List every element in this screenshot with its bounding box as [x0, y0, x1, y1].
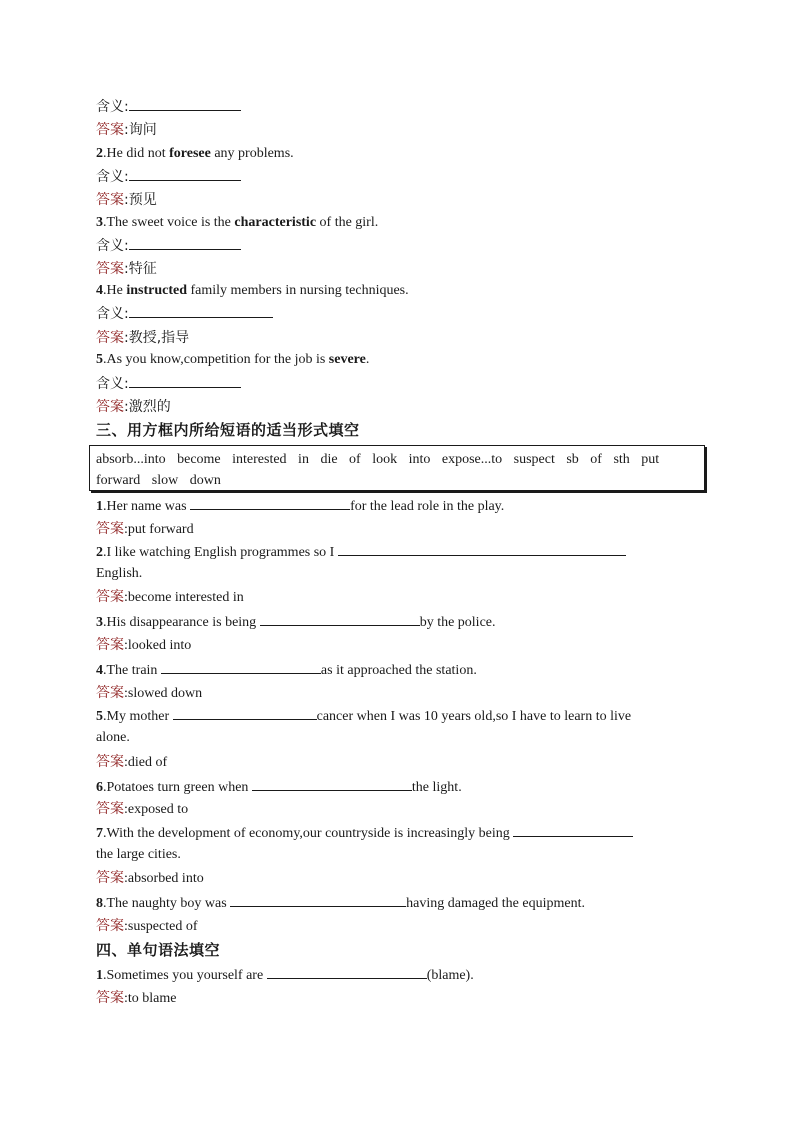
s3-answer-6: 答案:exposed to — [96, 801, 189, 817]
s3-answer-5: 答案:died of — [96, 754, 168, 770]
fill-blank[interactable] — [267, 964, 427, 979]
phrase-box — [89, 445, 705, 491]
s3-question-6: 6.Potatoes turn green when the light. — [96, 776, 462, 798]
meaning-label: 含义: — [96, 99, 129, 115]
s4-question-1: 1.Sometimes you yourself are (blame). — [96, 964, 474, 986]
s3-answer-1: 答案:put forward — [96, 521, 194, 537]
fill-blank[interactable] — [252, 776, 412, 791]
section-4-heading: 四、单句语法填空 — [96, 941, 221, 959]
answer-label: 答案 — [96, 122, 124, 138]
answer-blank[interactable] — [129, 303, 273, 318]
question-5: 5.As you know,competition for the job is severe. — [96, 352, 370, 367]
s3-question-3: 3.His disappearance is being by the police. — [96, 611, 496, 633]
section-3-heading: 三、用方框内所给短语的适当形式填空 — [96, 421, 360, 439]
meaning-line-5: 含义: — [96, 373, 241, 394]
fill-blank[interactable] — [338, 541, 626, 556]
answer-line-3: 答案:特征 — [96, 261, 157, 277]
target-word: severe — [328, 352, 366, 367]
s3-answer-2: 答案:become interested in — [96, 589, 244, 605]
fill-blank[interactable] — [173, 705, 317, 720]
fill-blank[interactable] — [161, 659, 321, 674]
s3-question-2: 2.I like watching English programmes so I — [96, 541, 626, 563]
meaning-line-4: 含义: — [96, 303, 273, 324]
s3-answer-7: 答案:absorbed into — [96, 870, 204, 886]
answer-line-1: 答案:询问 — [96, 122, 157, 138]
s3-question-4: 4.The train as it approached the station. — [96, 659, 477, 681]
meaning-line-3: 含义: — [96, 235, 241, 256]
meaning-line-2: 含义: — [96, 166, 241, 187]
answer-text: 询问 — [128, 122, 157, 138]
answer-line-2: 答案:预见 — [96, 192, 157, 208]
s3-answer-3: 答案:looked into — [96, 637, 192, 653]
meaning-line-1 — [96, 96, 241, 117]
answer-line-4: 答案:教授,指导 — [96, 330, 190, 346]
question-3: 3.The sweet voice is the characteristic of the girl. — [96, 215, 379, 230]
question-4: 4.He instructed family members in nursing techniques. — [96, 283, 409, 298]
target-word: characteristic — [234, 215, 317, 230]
s3-question-5: 5.My mother cancer when I was 10 years old,so I have to learn to live — [96, 705, 631, 727]
s3-answer-4: 答案:slowed down — [96, 685, 203, 701]
target-word: instructed — [126, 283, 187, 298]
fill-blank[interactable] — [513, 822, 633, 837]
s3-question-1: 1.Her name was for the lead role in the play. — [96, 495, 504, 517]
s3-question-5-cont: alone. — [96, 730, 130, 745]
fill-blank[interactable] — [190, 495, 350, 510]
answer-blank[interactable] — [129, 166, 241, 181]
s3-question-2-cont: English. — [96, 566, 143, 581]
s3-question-7-cont: the large cities. — [96, 847, 181, 862]
answer-line-5: 答案:激烈的 — [96, 399, 171, 415]
fill-blank[interactable] — [260, 611, 420, 626]
answer-blank[interactable] — [129, 373, 241, 388]
answer-blank[interactable] — [129, 96, 241, 111]
answer-blank[interactable] — [129, 235, 241, 250]
s3-answer-8: 答案:suspected of — [96, 918, 198, 934]
target-word: foresee — [169, 146, 211, 161]
s4-answer-1: 答案:to blame — [96, 990, 177, 1006]
phrase-box-text: absorb...into become interested in die of look into expose...to suspect sb of sth put forward slow down — [96, 452, 660, 488]
s3-question-8: 8.The naughty boy was having damaged the equipment. — [96, 892, 585, 914]
fill-blank[interactable] — [230, 892, 406, 907]
s3-question-7: 7.With the development of economy,our countryside is increasingly being — [96, 822, 633, 844]
question-2: 2.He did not foresee any problems. — [96, 146, 294, 161]
